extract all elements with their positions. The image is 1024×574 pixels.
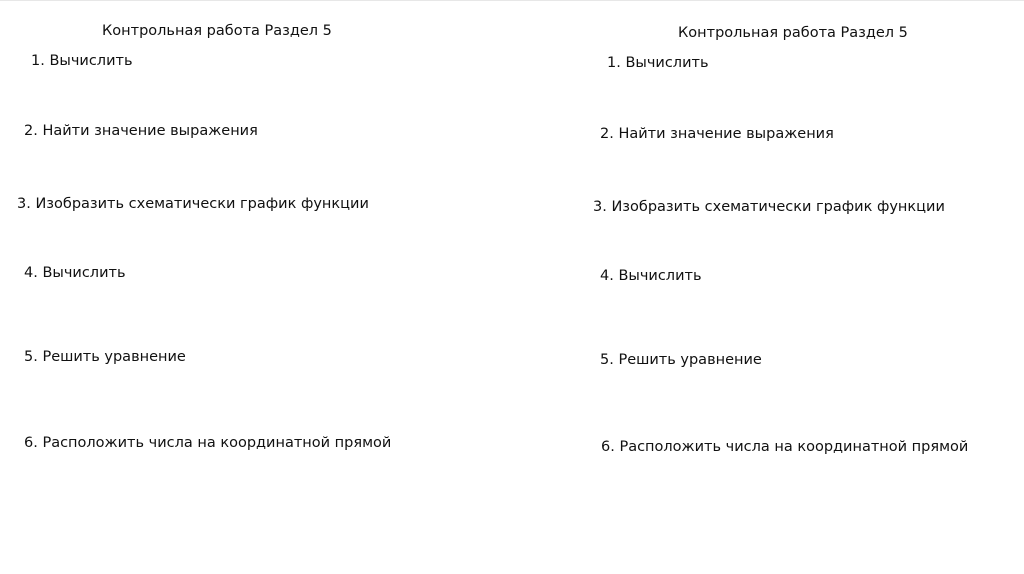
task-5: 5. Решить уравнение	[600, 352, 762, 368]
task-3: 3. Изобразить схематически график функции	[17, 196, 369, 212]
task-3: 3. Изобразить схематически график функции	[593, 199, 945, 215]
task-6: 6. Расположить числа на координатной прямой	[24, 435, 392, 451]
task-6: 6. Расположить числа на координатной прямой	[601, 439, 969, 455]
task-2: 2. Найти значение выражения	[600, 126, 834, 142]
task-1: 1. Вычислить	[607, 55, 709, 71]
task-5: 5. Решить уравнение	[24, 349, 186, 365]
worksheet-title: Контрольная работа Раздел 5	[102, 23, 332, 39]
task-2: 2. Найти значение выражения	[24, 123, 258, 139]
task-4: 4. Вычислить	[600, 268, 702, 284]
task-4: 4. Вычислить	[24, 265, 126, 281]
task-1: 1. Вычислить	[31, 53, 133, 69]
worksheet-title: Контрольная работа Раздел 5	[678, 25, 908, 41]
